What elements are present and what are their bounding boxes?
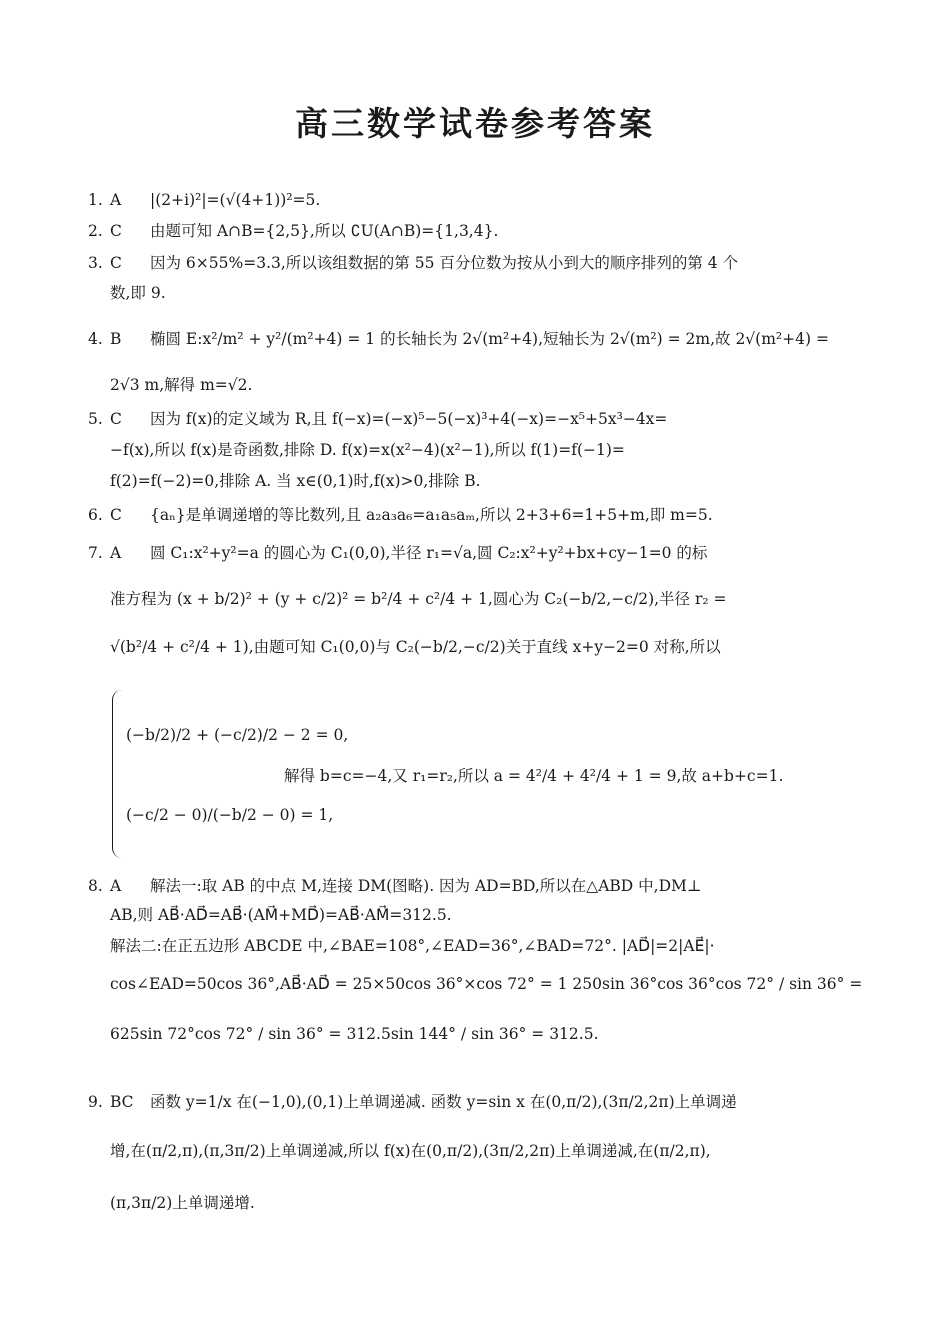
answer-item-2: [88, 219, 863, 243]
answer-item-3: [88, 251, 863, 305]
explanation-line: 625sin 72°cos 72° / sin 36° = 312.5sin 144° / sin 36° = 312.5.: [110, 1025, 599, 1043]
answer-item-6: [88, 503, 863, 527]
item-number: 7.: [88, 544, 103, 562]
explanation-line: |(2+i)²|=(√(4+1))²=5.: [150, 191, 321, 209]
explanation-line: 由题可知 A∩B={2,5},所以 ∁U(A∩B)={1,3,4}.: [150, 222, 499, 240]
answer-key: C: [110, 410, 122, 428]
explanation-line: (π,3π/2)上单调递增.: [110, 1194, 255, 1212]
explanation-line: 圆 C₁:x²+y²=a 的圆心为 C₁(0,0),半径 r₁=√a,圆 C₂:x²+y²+bx+cy−1=0 的标: [150, 544, 708, 562]
explanation-line: 2√3 m,解得 m=√2.: [110, 376, 253, 394]
answer-key: A: [110, 191, 122, 209]
explanation-line: AB,则 AB⃗·AD⃗=AB⃗·(AM⃗+MD⃗)=AB⃗·AM⃗=312.5.: [110, 906, 452, 924]
explanation-line: 因为 f(x)的定义域为 R,且 f(−x)=(−x)⁵−5(−x)³+4(−x)=−x⁵+5x³−4x=: [150, 410, 668, 428]
page-title: 高三数学试卷参考答案: [295, 104, 655, 143]
system-equation-1: (−b/2)/2 + (−c/2)/2 − 2 = 0,: [126, 726, 349, 744]
answer-item-8: [88, 874, 863, 1046]
explanation-line: −f(x),所以 f(x)是奇函数,排除 D. f(x)=x(x²−4)(x²−1),所以 f(1)=f(−1)=: [110, 441, 625, 459]
item-number: 3.: [88, 254, 103, 272]
item-number: 1.: [88, 191, 103, 209]
item-number: 4.: [88, 330, 103, 348]
answer-key: B: [110, 330, 122, 348]
answer-item-7: [88, 541, 863, 659]
system-equation-2: (−c/2 − 0)/(−b/2 − 0) = 1,: [126, 806, 334, 824]
explanation-line: f(2)=f(−2)=0,排除 A. 当 x∈(0,1)时,f(x)>0,排除 B.: [110, 472, 481, 490]
explanation-line: 数,即 9.: [110, 284, 166, 302]
answer-key: A: [110, 877, 122, 895]
system-brace: [112, 690, 123, 858]
explanation-line: 准方程为 (x + b/2)² + (y + c/2)² = b²/4 + c²/4 + 1,圆心为 C₂(−b/2,−c/2),半径 r₂ =: [110, 590, 727, 608]
answer-item-9: [88, 1090, 863, 1215]
explanation-line: 解法一:取 AB 的中点 M,连接 DM(图略). 因为 AD=BD,所以在△ABD 中,DM⊥: [150, 877, 702, 895]
item-number: 9.: [88, 1093, 103, 1111]
item-number: 2.: [88, 222, 103, 240]
explanation-line: √(b²/4 + c²/4 + 1),由题可知 C₁(0,0)与 C₂(−b/2,−c/2)关于直线 x+y−2=0 对称,所以: [110, 638, 721, 656]
explanation-line: 函数 y=1/x 在(−1,0),(0,1)上单调递减. 函数 y=sin x 在(0,π/2),(3π/2,2π)上单调递: [150, 1093, 737, 1111]
explanation-line: 解法二:在正五边形 ABCDE 中,∠BAE=108°,∠EAD=36°,∠BAD=72°. |AD⃗|=2|AE⃗|·: [110, 937, 715, 955]
answer-item-5: [88, 407, 863, 493]
explanation-line: 增,在(π/2,π),(π,3π/2)上单调递减,所以 f(x)在(0,π/2),(3π/2,2π)上单调递减,在(π/2,π),: [110, 1142, 711, 1160]
equation-system: [112, 688, 349, 860]
answer-key: C: [110, 254, 122, 272]
item-number: 6.: [88, 506, 103, 524]
answer-key: C: [110, 506, 122, 524]
explanation-line: 椭圆 E:x²/m² + y²/(m²+4) = 1 的长轴长为 2√(m²+4),短轴长为 2√(m²) = 2m,故 2√(m²+4) =: [150, 330, 829, 348]
answer-item-1: [88, 188, 863, 212]
answer-key: A: [110, 544, 122, 562]
explanation-line: 因为 6×55%=3.3,所以该组数据的第 55 百分位数为按从小到大的顺序排列的第 4 个: [150, 254, 739, 272]
item-number: 5.: [88, 410, 103, 428]
system-solution: 解得 b=c=−4,又 r₁=r₂,所以 a = 4²/4 + 4²/4 + 1 = 9,故 a+b+c=1.: [284, 767, 784, 785]
answer-key: BC: [110, 1093, 134, 1111]
answer-key: C: [110, 222, 122, 240]
item-number: 8.: [88, 877, 103, 895]
explanation-line: {aₙ}是单调递增的等比数列,且 a₂a₃a₆=a₁a₅aₘ,所以 2+3+6=1+5+m,即 m=5.: [150, 506, 713, 524]
explanation-line: cos∠EAD=50cos 36°,AB⃗·AD⃗ = 25×50cos 36°×cos 72° = 1 250sin 36°cos 36°cos 72° / sin 36° =: [110, 975, 863, 993]
answer-item-4: [88, 327, 863, 397]
